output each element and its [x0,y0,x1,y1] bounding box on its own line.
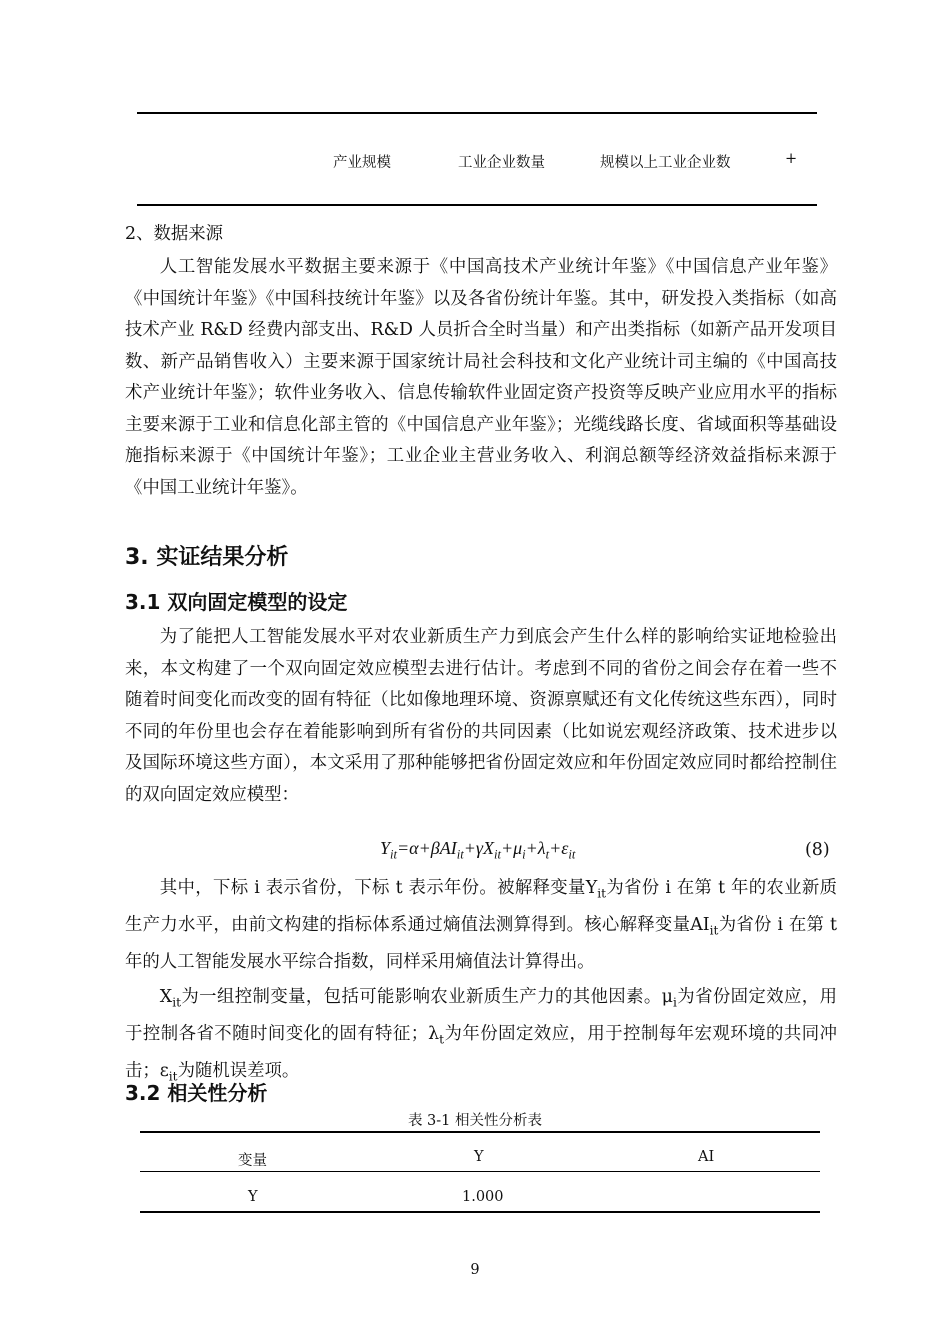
data-source-heading: 2、数据来源 [125,224,224,244]
top-table-rule-top [137,112,817,114]
top-table-rule-bottom [137,204,817,206]
top-table-cell: 产业规模 [333,155,391,171]
table-cell: Y [248,1189,258,1205]
data-source-paragraph: 人工智能发展水平数据主要来源于《中国高技术产业统计年鉴》《中国信息产业年鉴》《中国统计年鉴》《中国科技统计年鉴》以及各省份统计年鉴。其中，研发投入类指标（如高技术产业 R&D 经费内部支出、R&D 人员折合全时当量）和产出类指标（如新产品开发项目数、新产品销售收入）主要来源于国家统计局社会科技和文化产业统计司主编的《中国高技术产业统计年鉴》；软件业务收入、信息传输软件业固定资产投资等反映产业应用水平的指标主要来源于工业和信息化部主管的《中国信息产业年鉴》；光缆线路长度、省域面积等基础设施指标来源于《中国统计年鉴》；工业企业主营业务收入、利润总额等经济效益指标来源于《中国工业统计年鉴》。 [125,257,837,498]
table-header-cell: AI [698,1149,715,1165]
table-cell: 1.000 [462,1189,504,1205]
table-rule-bottom [140,1211,820,1213]
table-rule-top [140,1131,820,1133]
variables-paragraph: 其中，下标 i 表示省份，下标 t 表示年份。被解释变量$Y_{it}$为省份 i 在第 t 年的农业新质生产力水平，由前文构建的指标体系通过熵值法测算得到。核心解释变量$AI_{it}$为省份 i 在第 t 年的人工智能发展水平综合指数，同样采用熵值法计算得出。 [125,878,837,972]
subsection-heading: 3.1 双向固定模型的设定 [125,590,348,614]
table-header-cell: 变量 [238,1153,267,1169]
top-table-cell: 工业企业数量 [458,155,545,171]
equation-number: (8) [805,840,830,860]
equation: $Y_{it}=\alpha+\beta AI_{it}+\gamma X_{it}+\mu_i+\lambda_t+\varepsilon_{it}$ [380,838,576,862]
subsection-heading: 3.2 相关性分析 [125,1081,268,1105]
top-table-cell: 规模以上工业企业数 [600,155,731,171]
table-header-cell: Y [474,1149,484,1165]
table-rule-mid [140,1171,820,1172]
model-paragraph: 为了能把人工智能发展水平对农业新质生产力到底会产生什么样的影响给实证地检验出来，本文构建了一个双向固定效应模型去进行估计。考虑到不同的省份之间会存在着一些不随着时间变化而改变的固有特征（比如像地理环境、资源禀赋还有文化传统这些东西），同时不同的年份里也会存在着能影响到所有省份的共同因素（比如说宏观经济政策、技术进步以及国际环境这些方面），本文采用了那种能够把省份固定效应和年份固定效应同时都给控制住的双向固定效应模型： [125,627,837,805]
controls-paragraph: $X_{it}$为一组控制变量，包括可能影响农业新质生产力的其他因素。$\mu_i$为省份固定效应，用于控制各省不随时间变化的固有特征；$\lambda_t$为年份固定效应，用于控制每年宏观环境的共同冲击；$\varepsilon_{it}$为随机误差项。 [125,987,837,1084]
page-number: 9 [470,1262,480,1278]
section-heading: 3. 实证结果分析 [125,545,289,570]
table-caption: 表 3-1 相关性分析表 [407,1113,543,1129]
top-table-cell: + [785,151,798,167]
